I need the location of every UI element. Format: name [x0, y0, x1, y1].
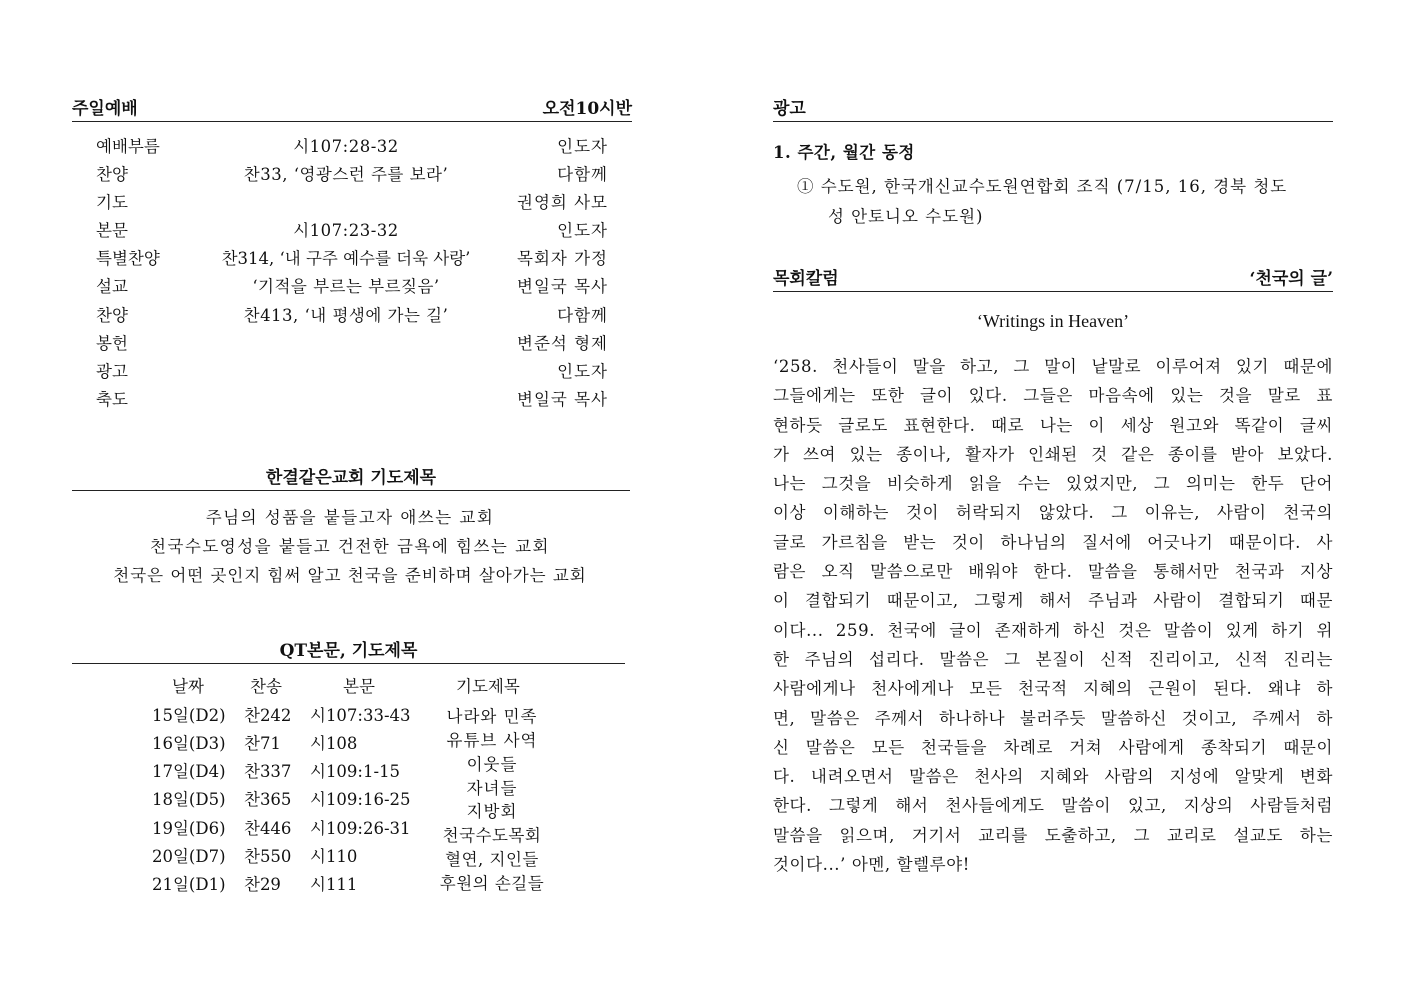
qt-hymn: 찬550	[244, 847, 292, 866]
order-item-content: 찬413, ‘내 평생에 가는 길’	[243, 306, 449, 325]
column-header	[773, 264, 1333, 292]
column-line: 면, 말씀은 주께서 하나하나 불러주듯 말씀하신 것이고, 주께서 하	[773, 708, 1333, 728]
ads-item-line1: ① 수도원, 한국개신교수도원연합회 조직 (7/15, 16, 경북 청도	[797, 177, 1288, 196]
qt-date: 20일(D7)	[152, 847, 226, 866]
qt-title: QT본문, 기도제목	[279, 641, 418, 661]
column-line: 그들에게는 또한 글이 있다. 그들은 마음속에 있는 것을 말로 표	[773, 386, 1333, 406]
prayer-line: 천국은 어떤 곳인지 힘써 알고 천국을 준비하며 살아가는 교회	[113, 566, 587, 585]
order-item-name: 예배부름	[96, 137, 160, 156]
order-item-name: 설교	[96, 277, 128, 296]
qt-date: 16일(D3)	[152, 734, 226, 753]
qt-prayer-item: 유튜브 사역	[446, 731, 538, 750]
qt-hymn: 찬71	[244, 734, 281, 753]
order-item-leader: 다함께	[557, 306, 608, 325]
order-item-content: 찬314, ‘내 구주 예수를 더욱 사랑’	[221, 249, 471, 268]
order-item-name: 기도	[96, 193, 128, 212]
qt-date: 15일(D2)	[152, 706, 226, 725]
order-item-name: 봉헌	[96, 334, 128, 353]
ads-header	[773, 94, 1333, 122]
order-item-content: ‘기적을 부르는 부르짖음’	[252, 277, 440, 296]
column-line: 가 쓰여 있는 종이나, 활자가 인쇄된 것 같은 종이를 받아 보았다.	[773, 444, 1333, 464]
qt-header-prayer: 기도제목	[456, 677, 520, 696]
order-row	[96, 189, 608, 217]
order-item-name: 본문	[96, 221, 128, 240]
qt-text: 시108	[310, 734, 358, 753]
order-item-leader: 인도자	[557, 137, 608, 156]
qt-header-text: 본문	[343, 677, 375, 696]
order-item-name: 찬양	[96, 306, 128, 325]
qt-hymn: 찬446	[244, 819, 292, 838]
qt-hymn: 찬29	[244, 875, 281, 894]
qt-prayer-item: 이웃들	[466, 755, 518, 774]
qt-text: 시111	[310, 875, 358, 894]
ads-item-line2: 성 안토니오 수도원)	[828, 207, 984, 226]
qt-prayer-item: 천국수도목회	[442, 826, 542, 845]
qt-text: 시107:33-43	[310, 706, 411, 725]
order-row	[96, 386, 608, 414]
column-english-title: ‘Writings in Heaven’	[976, 311, 1130, 331]
column-line: 이 결합되기 때문이고, 그렇게 해서 주님과 사람이 결합되기 때문	[773, 591, 1333, 611]
column-subtitle: ‘천국의 글’	[1249, 269, 1333, 289]
column-line: 사람에게나 천사에게나 모든 천국적 지혜의 근원이 된다. 왜냐 하	[773, 679, 1333, 699]
order-row	[96, 273, 608, 301]
qt-section-title	[72, 636, 625, 664]
order-item-name: 특별찬양	[96, 249, 160, 268]
column-line: 람은 오직 말씀으로만 배워야 한다. 말씀을 통해서만 천국과 지상	[773, 562, 1333, 582]
column-line: 다. 내려오면서 말씀은 천사의 지혜와 사람의 지성에 알맞게 변화	[773, 767, 1333, 787]
column-line: 현하듯 글로도 표현한다. 때로 나는 이 세상 원고와 똑같이 글씨	[773, 415, 1333, 435]
order-row	[96, 358, 608, 386]
order-row	[96, 217, 608, 245]
ads-item-title: 1. 주간, 월간 동정	[773, 143, 915, 162]
qt-header-date: 날짜	[172, 677, 204, 696]
qt-prayer-item: 혈연, 지인들	[445, 850, 539, 869]
order-item-leader: 권영희 사모	[517, 193, 608, 212]
order-row	[96, 245, 608, 273]
qt-date: 19일(D6)	[152, 819, 226, 838]
order-item-name: 찬양	[96, 165, 128, 184]
prayer-title: 한결같은교회 기도제목	[265, 468, 437, 488]
column-line: 말씀을 읽으며, 거기서 교리를 도출하고, 그 교리로 설교도 하는	[773, 825, 1333, 845]
order-item-content: 찬33, ‘영광스런 주를 보라’	[243, 165, 449, 184]
column-line: 한다. 그렇게 해서 천사들에게도 말씀이 있고, 지상의 사람들처럼	[773, 796, 1333, 816]
column-line: 것이다...’ 아멘, 할렐루야!	[773, 855, 970, 875]
prayer-line: 천국수도영성을 붙들고 건전한 금욕에 힘쓰는 교회	[150, 537, 550, 556]
qt-text: 시109:1-15	[310, 762, 401, 781]
order-item-leader: 목회자 가정	[517, 249, 608, 268]
worship-time: 오전10시반	[542, 99, 632, 119]
order-item-name: 축도	[96, 390, 128, 409]
qt-text: 시109:16-25	[310, 790, 411, 809]
ads-title: 광고	[773, 99, 806, 119]
qt-prayer-item: 나라와 민족	[446, 707, 538, 726]
order-item-leader: 인도자	[557, 362, 608, 381]
column-line: 신 말씀은 모든 천국들을 차례로 거쳐 사람에게 종착되기 때문이	[773, 737, 1333, 757]
order-item-content: 시107:28-32	[293, 137, 399, 156]
qt-prayer-item: 후원의 손길들	[439, 874, 545, 893]
qt-date: 17일(D4)	[152, 762, 226, 781]
prayer-section-title	[72, 463, 630, 491]
order-row	[96, 161, 608, 189]
qt-text: 시110	[310, 847, 358, 866]
order-item-leader: 다함께	[557, 165, 608, 184]
order-item-leader: 변일국 목사	[517, 277, 608, 296]
qt-date: 21일(D1)	[152, 875, 226, 894]
prayer-line: 주님의 성품을 붙들고자 애쓰는 교회	[205, 508, 495, 527]
worship-header	[72, 94, 632, 122]
column-line: 글로 가르침을 받는 것이 하나님의 질서에 어긋나기 때문이다. 사	[773, 532, 1333, 552]
column-line: ‘258. 천사들이 말을 하고, 그 말이 낱말로 이루어져 있기 때문에	[773, 357, 1333, 376]
qt-hymn: 찬337	[244, 762, 292, 781]
column-line: 이다... 259. 천국에 글이 존재하게 하신 것은 말씀이 있게 하기 위	[773, 620, 1333, 640]
order-row	[96, 330, 608, 358]
column-line: 나는 그것을 비슷하게 읽을 수는 있었지만, 그 의미는 한두 단어	[773, 474, 1333, 494]
qt-prayer-item: 지방회	[466, 802, 518, 821]
order-item-leader: 변준석 형제	[517, 334, 608, 353]
qt-date: 18일(D5)	[152, 790, 226, 809]
order-item-name: 광고	[96, 362, 128, 381]
column-body	[773, 352, 1333, 879]
qt-hymn: 찬242	[244, 706, 292, 725]
qt-hymn: 찬365	[244, 790, 292, 809]
column-line: 이상 이해하는 것이 허락되지 않았다. 그 이유는, 사람이 천국의	[773, 503, 1333, 523]
worship-title: 주일예배	[72, 99, 138, 119]
order-item-leader: 인도자	[557, 221, 608, 240]
order-row	[96, 133, 608, 161]
order-row	[96, 302, 608, 330]
qt-text: 시109:26-31	[310, 819, 411, 838]
order-item-content: 시107:23-32	[293, 221, 399, 240]
column-title: 목회칼럼	[773, 269, 839, 289]
qt-prayer-item: 자녀들	[466, 779, 518, 798]
qt-header-hymn: 찬송	[250, 677, 282, 696]
column-line: 한 주님의 섭리다. 말씀은 그 본질이 신적 진리이고, 신적 진리는	[773, 649, 1333, 669]
order-item-leader: 변일국 목사	[517, 390, 608, 409]
